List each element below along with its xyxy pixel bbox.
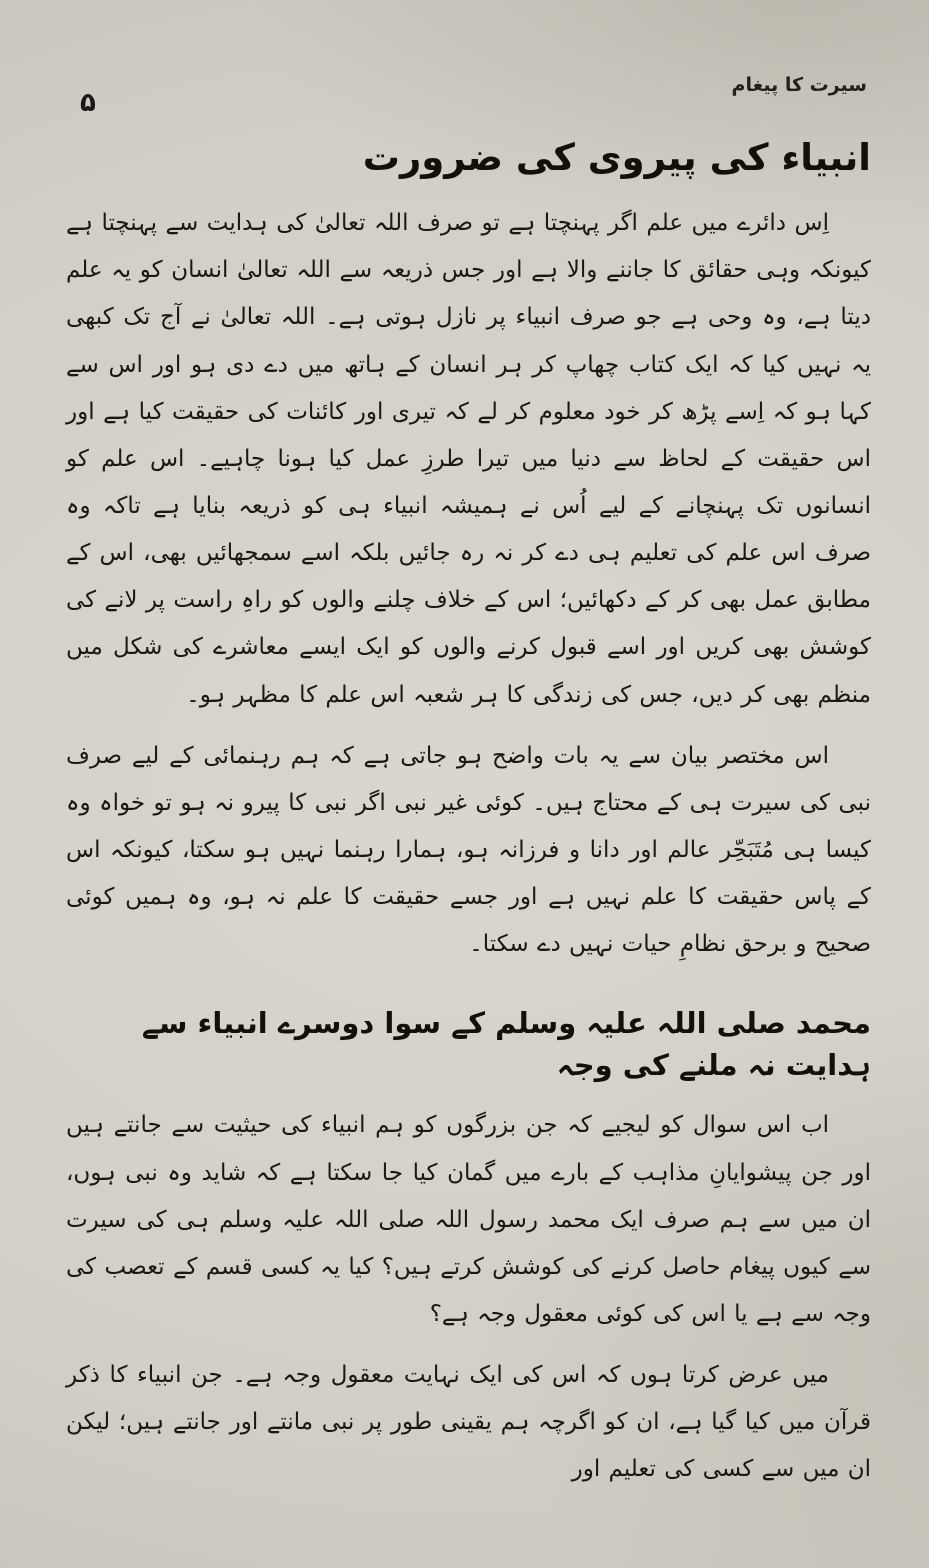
paragraph-4: میں عرض کرتا ہوں کہ اس کی ایک نہایت معقول وجہ ہے۔ جن انبیاء کا ذکر قرآن میں کیا گیا ہے، ان کو اگرچہ ہم یقینی طور پر نبی مانتے اور جانتے ہیں؛ لیکن ان میں سے کسی کی تعلیم اور xyxy=(66,1362,871,1483)
section-heading-why-guidance-only-from-muhammad: محمد صلی اللہ علیہ وسلم کے سوا دوسرے انبیاء سے ہدایت نہ ملنے کی وجہ xyxy=(141,1006,871,1083)
paragraph-1: اِس دائرے میں علم اگر پہنچتا ہے تو صرف اللہ تعالیٰ کی ہدایت سے پہنچتا ہے کیونکہ وہی حقائق کا جاننے والا ہے اور جس ذریعہ سے اللہ تعالیٰ انسان کو یہ علم دیتا ہے، وہ وحی ہے جو صرف انبیاء پر نازل ہوتی ہے۔ اللہ تعالیٰ نے آج تک کبھی یہ نہیں کیا کہ ایک کتاب چھاپ کر ہر انسان کے ہاتھ میں دے دی ہو اور اس سے کہا ہو کہ اِسے پڑھ کر خود معلوم کر لے کہ تیری اور کائنات کی حقیقت کیا ہے اور اس حقیقت کے لحاظ سے دنیا میں تیرا طرزِ عمل کیا ہونا چاہیے۔ اس علم کو انسانوں تک پہنچانے کے لیے اُس نے ہمیشہ انبیاء ہی کو ذریعہ بنایا ہے تاکہ وہ صرف اس علم کی تعلیم ہی دے کر نہ رہ جائیں بلکہ اسے سمجھائیں بھی، اس کے مطابق عمل بھی کر کے دکھائیں؛ اس کے خلاف چلنے والوں کو راہِ راست پر لانے کی کوشش بھی کریں اور اسے قبول کرنے والوں کو ایک ایسے معاشرے کی شکل میں منظم بھی کر دیں، جس کی زندگی کا ہر شعبہ اس علم کا مظہر ہو۔ xyxy=(66,210,871,708)
paragraph-2: اس مختصر بیان سے یہ بات واضح ہو جاتی ہے کہ ہم رہنمائی کے لیے صرف نبی کی سیرت ہی کے محتاج ہیں۔ کوئی غیر نبی اگر نبی کا پیرو نہ ہو تو خواہ وہ کیسا ہی مُتَبَحِّر عالم اور دانا و فرزانہ ہو، ہمارا رہنما نہیں ہو سکتا، کیونکہ اس کے پاس حقیقت کا علم نہیں ہے اور جسے حقیقت کا علم نہ ہو، وہ ہمیں کوئی صحیح و برحق نظامِ حیات نہیں دے سکتا۔ xyxy=(66,742,871,958)
page-number: ۵ xyxy=(80,88,96,118)
section-heading-need-to-follow-prophets: انبیاء کی پیروی کی ضرورت xyxy=(362,136,871,179)
page-header xyxy=(66,60,871,130)
paragraph-3: اب اس سوال کو لیجیے کہ جن بزرگوں کو ہم انبیاء کی حیثیت سے جانتے ہیں اور جن پیشوایانِ مذاہب کے بارے میں گمان کیا جا سکتا ہے کہ شاید وہ نبی ہوں، ان میں سے ہم صرف ایک محمد رسول اللہ صلی اللہ علیہ وسلم ہی کی سیرت سے کیوں پیغام حاصل کرنے کی کوشش کرتے ہیں؟ کیا یہ کسی قسم کے تعصب کی وجہ سے ہے یا اس کی کوئی معقول وجہ ہے؟ xyxy=(66,1112,871,1327)
running-title: سیرت کا پیغام xyxy=(731,74,867,96)
